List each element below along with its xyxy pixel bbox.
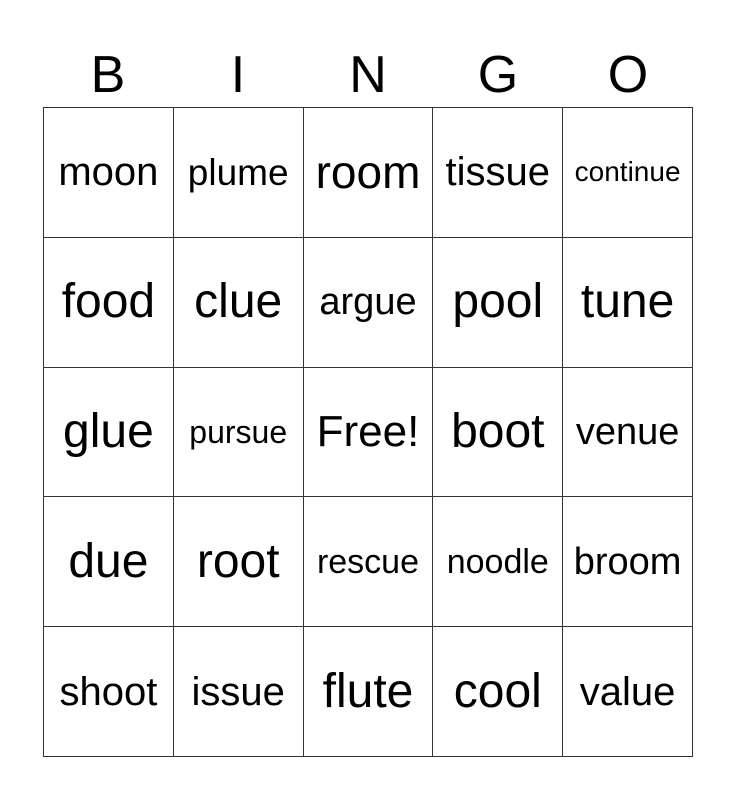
bingo-cell-word: root bbox=[196, 534, 280, 588]
bingo-cell-word: pool bbox=[452, 275, 544, 329]
bingo-cell-free-space[interactable] bbox=[304, 368, 434, 498]
bingo-cell-word: continue bbox=[574, 156, 681, 188]
header-letter-i: I bbox=[230, 46, 246, 104]
bingo-cell-r3-c2[interactable] bbox=[174, 368, 304, 498]
header-letter-g: G bbox=[477, 46, 519, 104]
bingo-cell-word: value bbox=[579, 669, 676, 714]
bingo-cell-r4-c2[interactable] bbox=[174, 497, 304, 627]
bingo-cell-r4-c1[interactable] bbox=[44, 497, 174, 627]
bingo-cell-r1-c5[interactable] bbox=[563, 108, 693, 238]
bingo-cell-word: moon bbox=[58, 150, 159, 195]
bingo-cell-word: issue bbox=[191, 669, 285, 714]
header-letter-o: O bbox=[607, 46, 649, 104]
bingo-cell-r5-c1[interactable] bbox=[44, 627, 174, 757]
bingo-cell-r5-c3[interactable] bbox=[304, 627, 434, 757]
bingo-cell-word: food bbox=[61, 275, 156, 329]
bingo-cell-r5-c4[interactable] bbox=[433, 627, 563, 757]
bingo-cell-r3-c1[interactable] bbox=[44, 368, 174, 498]
bingo-cell-word: due bbox=[68, 534, 149, 588]
bingo-cell-r1-c4[interactable] bbox=[433, 108, 563, 238]
bingo-cell-r1-c2[interactable] bbox=[174, 108, 304, 238]
bingo-cell-word: rescue bbox=[316, 542, 420, 581]
bingo-cell-r2-c4[interactable] bbox=[433, 238, 563, 368]
bingo-cell-word: pursue bbox=[189, 413, 288, 450]
bingo-cell-word: room bbox=[315, 146, 421, 199]
bingo-cell-word: boot bbox=[451, 404, 545, 458]
bingo-card-grid bbox=[43, 107, 693, 757]
bingo-cell-r4-c4[interactable] bbox=[433, 497, 563, 627]
bingo-header bbox=[43, 44, 693, 106]
bingo-cell-word: glue bbox=[63, 404, 154, 458]
bingo-cell-r1-c1[interactable] bbox=[44, 108, 174, 238]
bingo-cell-r2-c1[interactable] bbox=[44, 238, 174, 368]
bingo-cell-r2-c5[interactable] bbox=[563, 238, 693, 368]
bingo-cell-r4-c3[interactable] bbox=[304, 497, 434, 627]
bingo-cell-word: plume bbox=[187, 151, 289, 193]
bingo-cell-r3-c4[interactable] bbox=[433, 368, 563, 498]
bingo-cell-word: tissue bbox=[445, 150, 551, 195]
bingo-cell-r5-c2[interactable] bbox=[174, 627, 304, 757]
bingo-cell-word: venue bbox=[575, 410, 680, 453]
bingo-cell-r2-c3[interactable] bbox=[304, 238, 434, 368]
header-letter-b: B bbox=[90, 46, 126, 104]
bingo-cell-r2-c2[interactable] bbox=[174, 238, 304, 368]
bingo-cell-r3-c5[interactable] bbox=[563, 368, 693, 498]
bingo-cell-r5-c5[interactable] bbox=[563, 627, 693, 757]
bingo-cell-r4-c5[interactable] bbox=[563, 497, 693, 627]
bingo-cell-word: tune bbox=[580, 275, 675, 329]
bingo-cell-word: shoot bbox=[59, 669, 158, 714]
bingo-cell-word: Free! bbox=[316, 406, 420, 456]
bingo-cell-word: argue bbox=[319, 281, 417, 324]
bingo-cell-word: cool bbox=[453, 664, 542, 718]
bingo-cell-word: broom bbox=[573, 540, 682, 583]
bingo-cell-word: noodle bbox=[446, 542, 549, 581]
bingo-cell-r1-c3[interactable] bbox=[304, 108, 434, 238]
bingo-cell-word: flute bbox=[322, 664, 414, 718]
bingo-cell-word: clue bbox=[194, 275, 283, 329]
header-letter-n: N bbox=[349, 46, 387, 104]
